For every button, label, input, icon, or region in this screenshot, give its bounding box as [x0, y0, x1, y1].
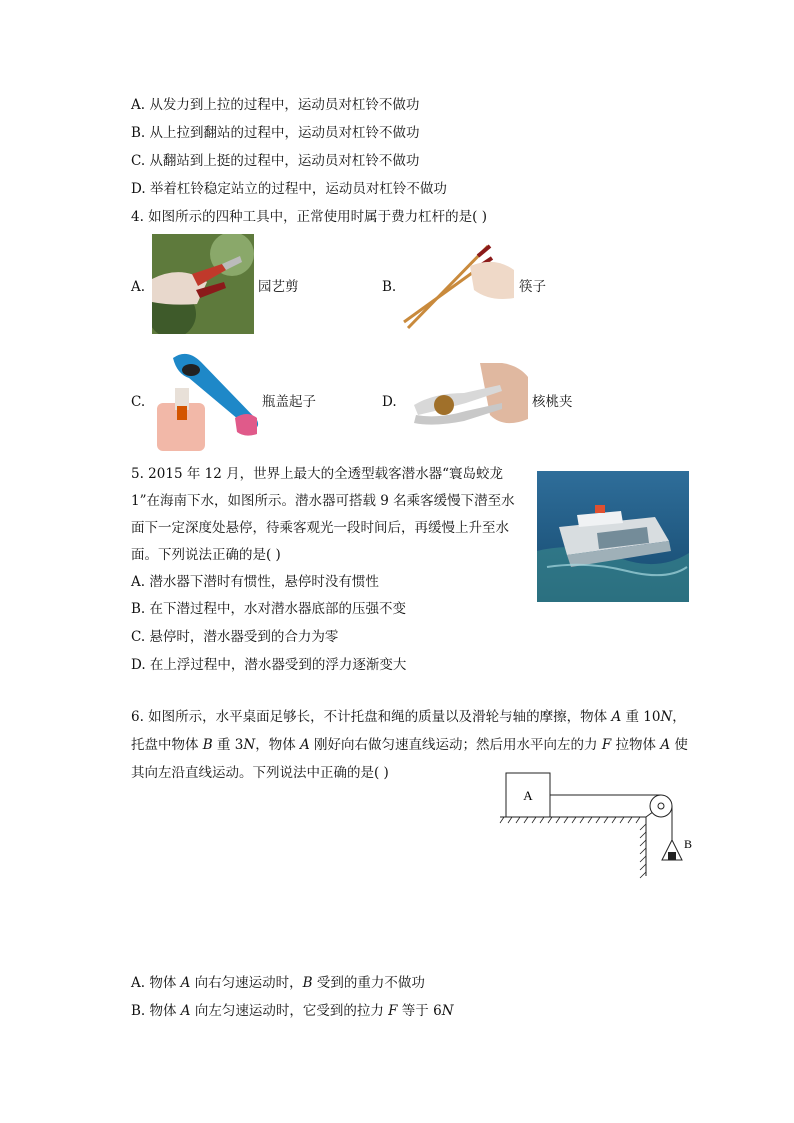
- submersible-photo: [537, 471, 689, 602]
- q4-option-d-label: 核桃夹: [532, 394, 573, 410]
- q6-stem-line-2: 托盘中物体 B 重 3N，物体 A 刚好向右做匀速直线运动；然后用水平向左的力 F 拉物体 A 使: [131, 737, 688, 753]
- q4-option-d-letter: D.: [382, 394, 397, 410]
- nutcracker-image: [404, 363, 528, 433]
- q5-stem-line-4: 面。下列说法正确的是( ): [131, 547, 281, 563]
- q3-option-d: D. 举着杠铃稳定站立的过程中，运动员对杠铃不做功: [131, 181, 447, 197]
- block-b: [668, 852, 676, 860]
- pulley-diagram: [498, 770, 698, 880]
- q5-option-d: D. 在上浮过程中，潜水器受到的浮力逐渐变大: [131, 657, 407, 673]
- block-b-label: B: [684, 837, 693, 851]
- q5-option-a: A. 潜水器下潜时有惯性，悬停时没有惯性: [131, 574, 379, 590]
- q6-stem-line-1: 6. 如图所示，水平桌面足够长，不计托盘和绳的质量以及滑轮与轴的摩擦，物体 A 重 10N，: [131, 709, 686, 725]
- q3-option-a: A. 从发力到上拉的过程中，运动员对杠铃不做功: [131, 97, 420, 113]
- q6-stem-line-3: 其向左沿直线运动。下列说法中正确的是( ): [131, 765, 389, 781]
- q5-option-c: C. 悬停时，潜水器受到的合力为零: [131, 629, 339, 645]
- chopsticks-image: [400, 236, 516, 332]
- q4-option-b-letter: B.: [382, 279, 397, 295]
- q3-option-c: C. 从翻站到上挺的过程中，运动员对杠铃不做功: [131, 153, 420, 169]
- q4-option-a-label: 园艺剪: [258, 279, 299, 295]
- q4-option-a-letter: A.: [131, 279, 146, 295]
- q4-stem: 4. 如图所示的四种工具中，正常使用时属于费力杠杆的是( ): [131, 209, 487, 225]
- q5-option-b: B. 在下潜过程中，水对潜水器底部的压强不变: [131, 601, 407, 617]
- bottle-opener-image: [157, 348, 259, 451]
- q5-stem-line-1: 5. 2015 年 12 月，世界上最大的全透型载客潜水器“寰岛蛟龙: [131, 466, 503, 482]
- q4-option-c-label: 瓶盖起子: [262, 394, 316, 410]
- q4-option-c-letter: C.: [131, 394, 146, 410]
- garden-shears-image: [152, 234, 254, 334]
- q6-option-b: B. 物体 A 向左匀速运动时，它受到的拉力 F 等于 6N: [131, 1003, 454, 1019]
- q4-option-b-label: 筷子: [519, 279, 546, 295]
- q5-stem-line-2: 1”在海南下水，如图所示。潜水器可搭载 9 名乘客缓慢下潜至水: [131, 493, 515, 509]
- q5-stem-line-3: 面下一定深度处悬停，待乘客观光一段时间后，再缓慢上升至水: [131, 520, 509, 536]
- q6-option-a: A. 物体 A 向右匀速运动时，B 受到的重力不做功: [131, 975, 425, 991]
- block-a-label: A: [523, 788, 533, 803]
- q3-option-b: B. 从上拉到翻站的过程中，运动员对杠铃不做功: [131, 125, 420, 141]
